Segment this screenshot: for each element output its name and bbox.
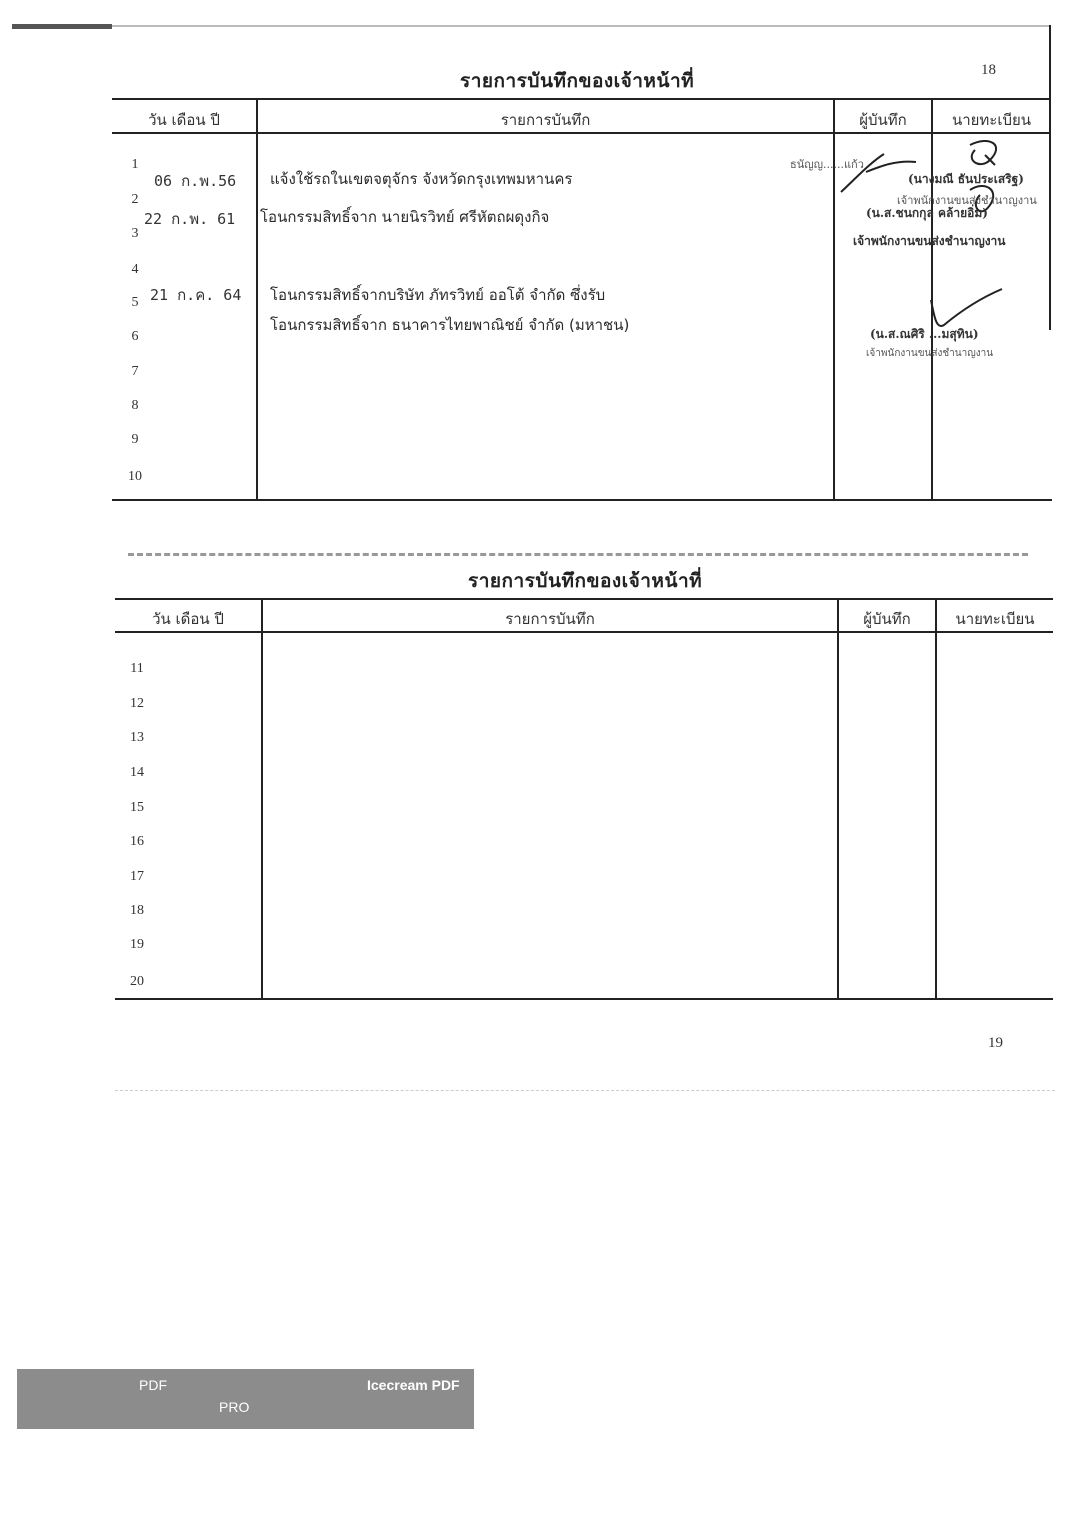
table-bottom-border [112,499,1052,501]
registrar-name: (นางมณี ธันประเสริฐ) [908,172,1024,186]
page-title-bottom: รายการบันทึกของเจ้าหน้าที่ [468,570,703,592]
row-number: 4 [131,262,139,277]
scan-edge-thin [112,25,1050,27]
table-top-border [112,98,1050,100]
row-number: 14 [130,765,144,780]
table-header-border [115,631,1053,633]
col-header-entry: รายการบันทึก [505,610,595,628]
row-number: 8 [131,398,139,413]
col-divider-2 [837,598,839,1000]
row-number: 20 [130,974,144,989]
page-number-top: 18 [981,62,996,78]
page-title-top: รายการบันทึกของเจ้าหน้าที่ [460,70,695,92]
entry-date: 21 ก.ค. 64 [150,286,242,304]
row-number: 7 [131,364,139,379]
entry-date: 06 ก.พ.56 [154,172,237,190]
col-header-recorder: ผู้บันทึก [863,610,911,628]
recorder-name: (น.ส.ชนกกุล คล้ายอิ่ม) [866,206,988,220]
row-number: 10 [128,469,142,484]
scan-faint-line [115,1090,1055,1091]
row-number: 6 [131,329,139,344]
col-header-entry: รายการบันทึก [500,111,591,129]
table-bottom-border [115,998,1053,1000]
entry-text: โอนกรรมสิทธิ์จาก ธนาคารไทยพาณิชย์ จำกัด (มหาชน) [270,316,630,334]
row-number: 2 [131,192,139,207]
entry-text: โอนกรรมสิทธิ์จากบริษัท ภัทรวิทย์ ออโต้ จำกัด ซึ่งรับ [270,286,606,304]
row-number: 13 [130,730,144,745]
watermark-brand: Icecream PDF [367,1377,460,1393]
recorder-stamp: ธนัญญ......แก้ว [790,158,864,171]
row-number: 3 [131,226,139,241]
col-header-registrar: นายทะเบียน [955,610,1035,628]
row-number: 19 [130,937,144,952]
watermark-banner [17,1369,474,1429]
col-divider-1 [256,98,258,501]
col-header-registrar: นายทะเบียน [951,111,1032,129]
recorder-title: เจ้าพนักงานขนส่งชำนาญงาน [866,348,994,359]
col-header-date: วัน เดือน ปี [148,111,220,129]
scan-separator [128,553,1028,556]
row-number: 16 [130,834,144,849]
row-number: 1 [131,157,139,172]
page-number-bottom: 19 [988,1035,1003,1051]
right-border [1049,25,1051,330]
watermark-text: PDF [139,1377,167,1393]
col-divider-1 [261,598,263,1000]
col-header-recorder: ผู้บันทึก [859,111,907,129]
row-number: 12 [130,696,144,711]
entry-text: แจ้งใช้รถในเขตจตุจักร จังหวัดกรุงเทพมหานคร [270,170,573,188]
registrar-title: เจ้าพนักงานขนส่งชำนาญงาน [897,194,1037,207]
row-number: 11 [130,661,144,676]
recorder-name: (น.ส.ณศิริ ...มสุทิน) [870,327,979,341]
table-header-border [112,132,1050,134]
col-header-date: วัน เดือน ปี [152,610,224,628]
watermark-text: PRO [219,1399,250,1415]
row-number: 17 [130,869,144,884]
row-number: 9 [131,432,139,447]
entry-date: 22 ก.พ. 61 [144,210,236,228]
row-number: 15 [130,800,144,815]
entry-text: โอนกรรมสิทธิ์จาก นายนิรวิทย์ ศรีหัตถผดุงกิจ [260,208,550,226]
recorder-title: เจ้าพนักงานขนส่งชำนาญงาน [853,234,1006,248]
row-number: 18 [130,903,144,918]
scan-edge [12,24,112,29]
table-top-border [115,598,1053,600]
row-number: 5 [131,295,139,310]
col-divider-3 [935,598,937,1000]
